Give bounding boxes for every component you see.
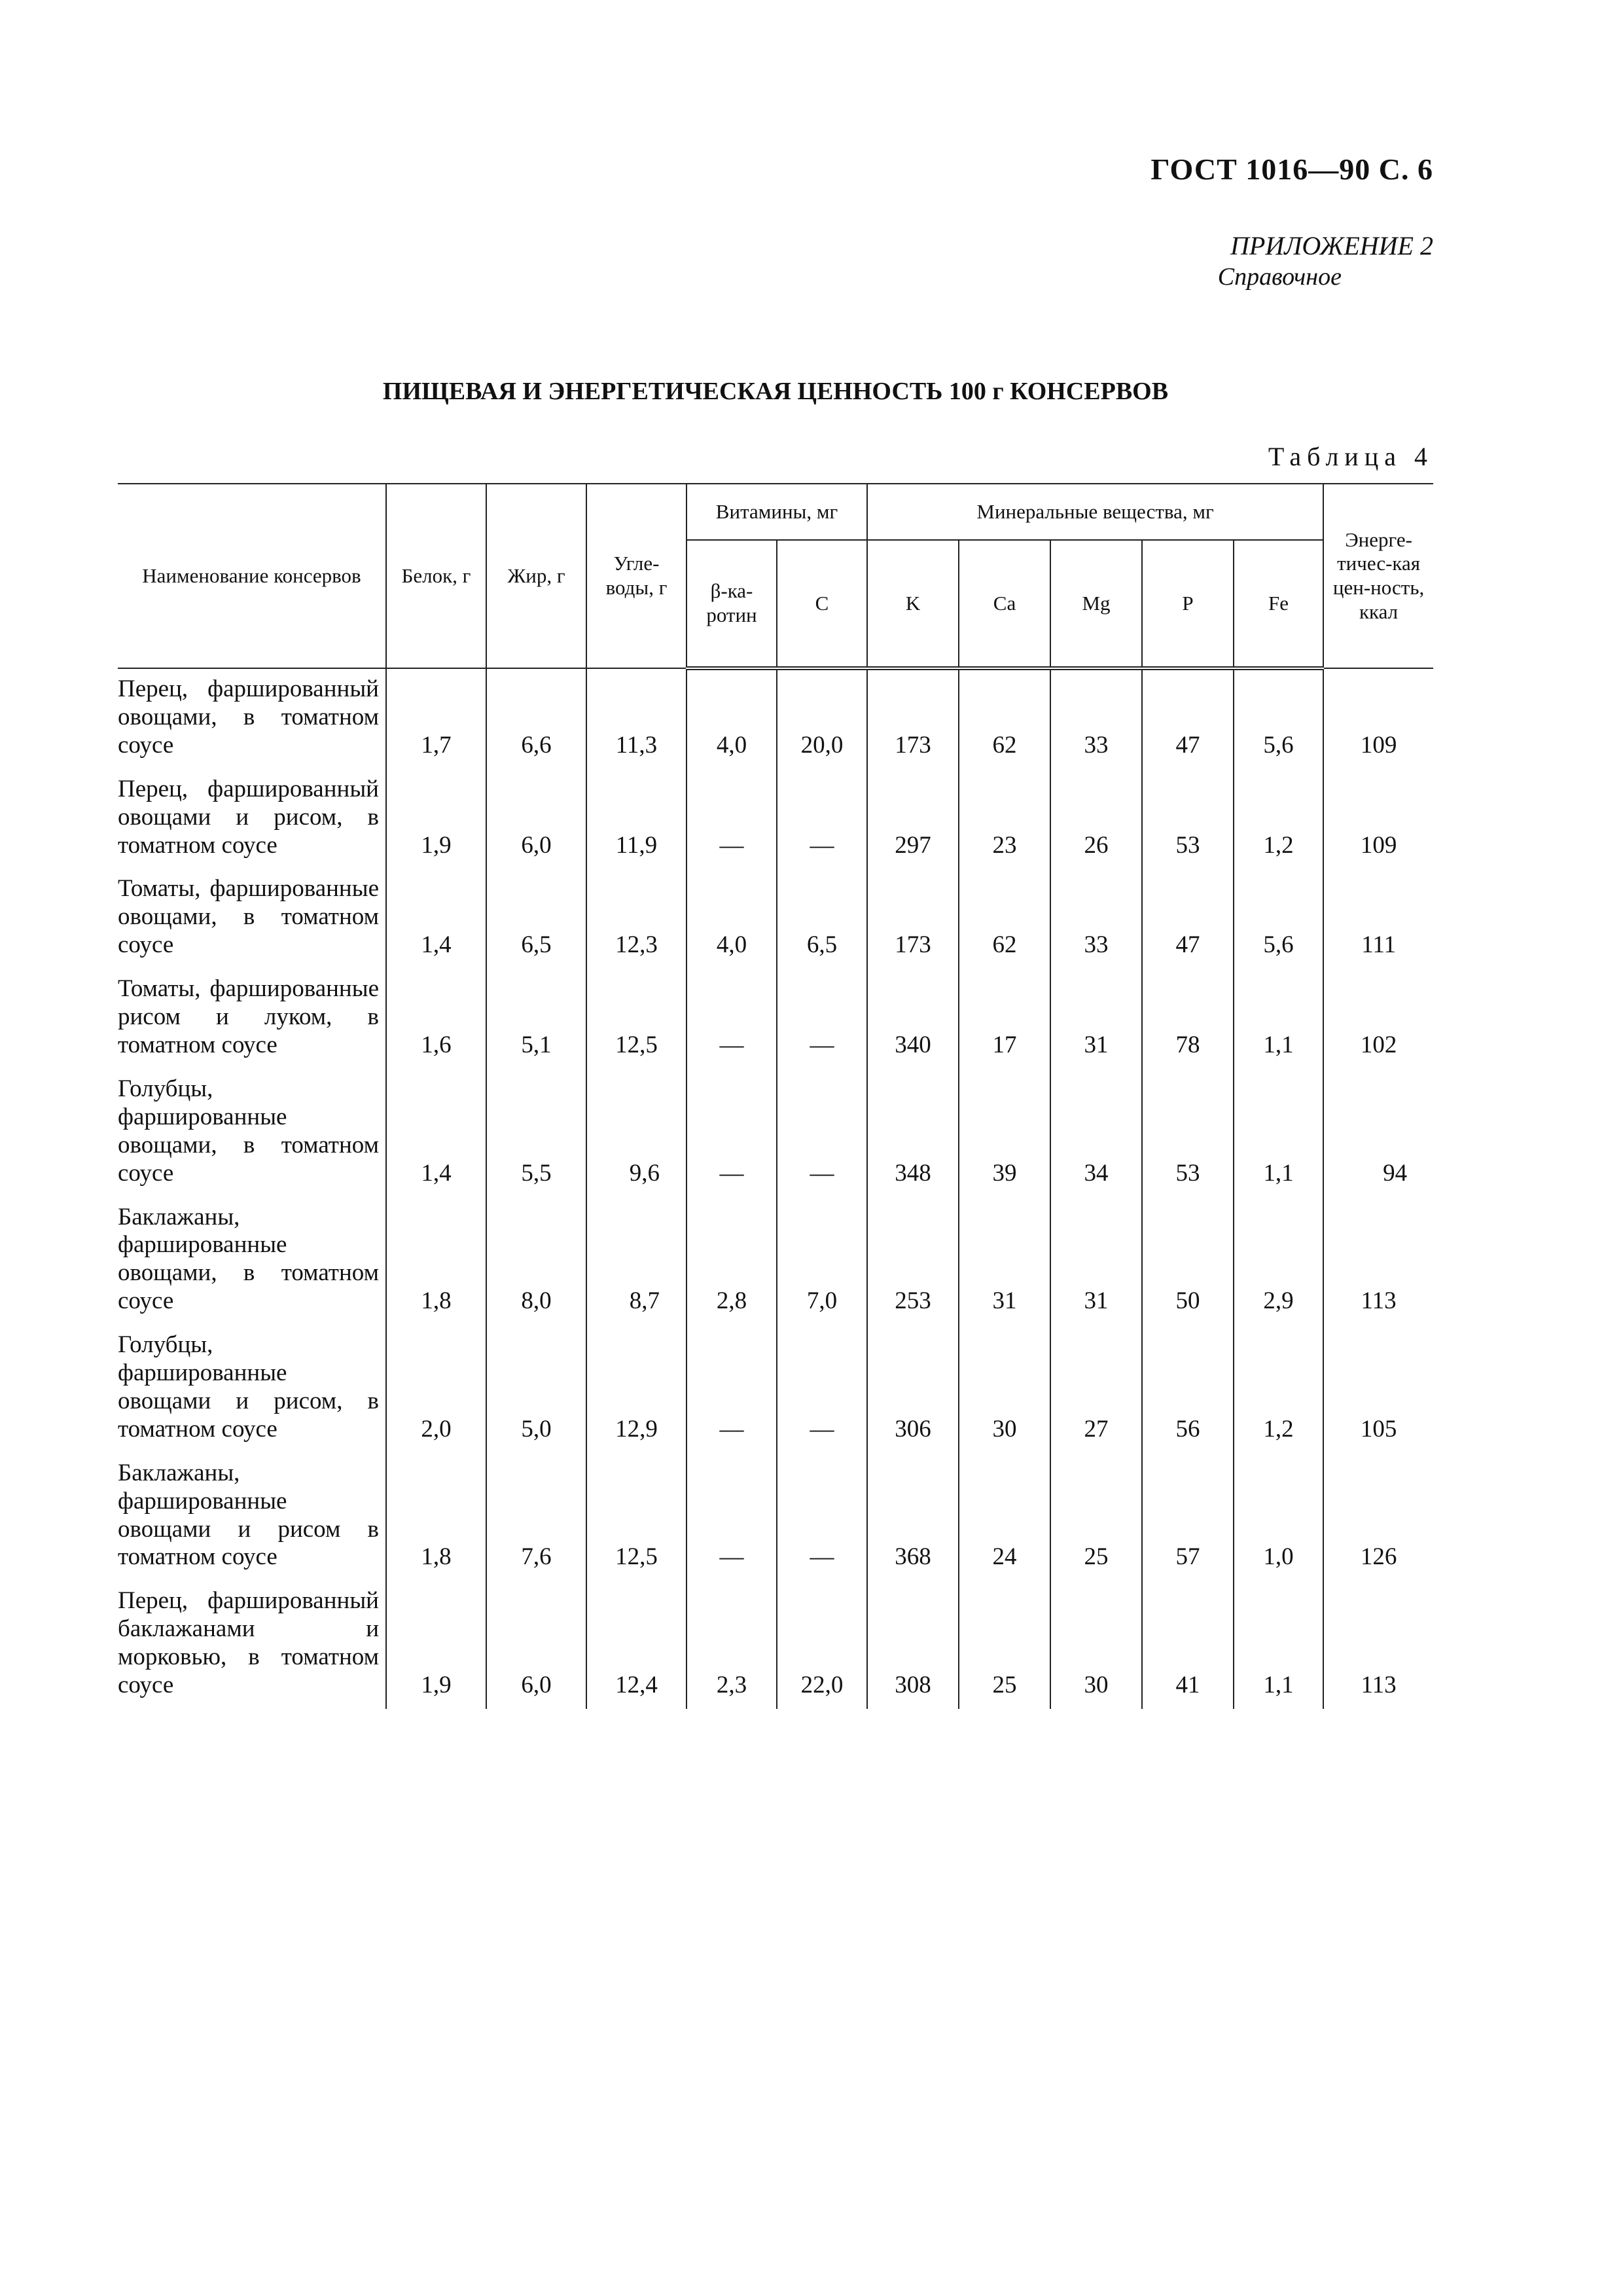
cell-beta-carotene: — <box>687 969 777 1069</box>
cell-energy: 111 <box>1323 869 1433 969</box>
cell-protein: 1,9 <box>386 769 486 869</box>
table-row <box>118 1453 1433 1581</box>
column-header-iron: Fe <box>1234 540 1323 668</box>
cell-phosphorus: 47 <box>1142 869 1234 969</box>
cell-magnesium: 33 <box>1050 869 1142 969</box>
cell-fat: 7,6 <box>486 1453 586 1581</box>
cell-energy: 113 <box>1323 1197 1433 1325</box>
cell-potassium: 306 <box>867 1325 959 1453</box>
row-name: Перец, фаршированный овощами и рисом, в томатном соусе <box>118 775 379 859</box>
column-header-fat: Жир, г <box>486 484 586 668</box>
cell-phosphorus: 41 <box>1142 1581 1234 1709</box>
cell-magnesium: 26 <box>1050 769 1142 869</box>
cell-carbs: 12,5 <box>586 1453 687 1581</box>
cell-phosphorus: 78 <box>1142 969 1234 1069</box>
cell-beta-carotene: 2,3 <box>687 1581 777 1709</box>
column-header-name: Наименование консервов <box>118 484 386 668</box>
cell-fat: 8,0 <box>486 1197 586 1325</box>
cell-carbs: 12,4 <box>586 1581 687 1709</box>
cell-calcium: 24 <box>959 1453 1050 1581</box>
cell-fat: 6,0 <box>486 769 586 869</box>
cell-energy: 102 <box>1323 969 1433 1069</box>
cell-fat: 6,5 <box>486 869 586 969</box>
cell-beta-carotene: 2,8 <box>687 1197 777 1325</box>
cell-protein: 1,4 <box>386 869 486 969</box>
column-header-protein: Белок, г <box>386 484 486 668</box>
cell-carbs: 9,6 <box>586 1069 687 1197</box>
cell-protein: 1,9 <box>386 1581 486 1709</box>
cell-calcium: 17 <box>959 969 1050 1069</box>
cell-iron: 1,1 <box>1234 1069 1323 1197</box>
cell-potassium: 308 <box>867 1581 959 1709</box>
cell-vitamin-c: — <box>777 1325 867 1453</box>
cell-carbs: 12,9 <box>586 1325 687 1453</box>
cell-protein: 1,4 <box>386 1069 486 1197</box>
document-reference: ГОСТ 1016—90 С. 6 <box>1150 152 1433 186</box>
appendix-label <box>1218 230 1433 291</box>
cell-vitamin-c: 6,5 <box>777 869 867 969</box>
cell-potassium: 173 <box>867 869 959 969</box>
cell-protein: 1,8 <box>386 1197 486 1325</box>
table-row <box>118 1069 1433 1197</box>
table-label: Таблица 4 <box>1268 442 1433 471</box>
cell-energy: 126 <box>1323 1453 1433 1581</box>
cell-vitamin-c: — <box>777 769 867 869</box>
column-header-beta-carotene: β-ка-ротин <box>687 540 777 668</box>
column-header-vitamin-c: C <box>777 540 867 668</box>
cell-protein: 2,0 <box>386 1325 486 1453</box>
cell-magnesium: 27 <box>1050 1325 1142 1453</box>
cell-magnesium: 34 <box>1050 1069 1142 1197</box>
row-name: Перец, фаршированный овощами, в томатном соусе <box>118 675 379 759</box>
cell-protein: 1,8 <box>386 1453 486 1581</box>
cell-calcium: 39 <box>959 1069 1050 1197</box>
cell-phosphorus: 56 <box>1142 1325 1234 1453</box>
cell-potassium: 173 <box>867 668 959 769</box>
appendix-kind: Справочное <box>1217 263 1342 291</box>
column-header-potassium: K <box>867 540 959 668</box>
cell-calcium: 30 <box>959 1325 1050 1453</box>
cell-potassium: 297 <box>867 769 959 869</box>
cell-iron: 1,2 <box>1234 769 1323 869</box>
cell-energy: 94 <box>1323 1069 1433 1197</box>
row-name: Баклажаны, фаршированные овощами, в томатном соусе <box>118 1203 379 1315</box>
column-header-magnesium: Mg <box>1050 540 1142 668</box>
cell-beta-carotene: 4,0 <box>687 668 777 769</box>
column-header-minerals: Минеральные вещества, мг <box>867 484 1323 540</box>
cell-iron: 5,6 <box>1234 668 1323 769</box>
cell-beta-carotene: — <box>687 1325 777 1453</box>
table-row <box>118 869 1433 969</box>
cell-vitamin-c: 22,0 <box>777 1581 867 1709</box>
column-header-vitamins: Витамины, мг <box>687 484 867 540</box>
cell-potassium: 340 <box>867 969 959 1069</box>
cell-carbs: 11,3 <box>586 668 687 769</box>
cell-vitamin-c: — <box>777 1069 867 1197</box>
cell-beta-carotene: — <box>687 769 777 869</box>
table-row <box>118 668 1433 769</box>
row-name: Томаты, фаршированные рисом и луком, в томатном соусе <box>118 975 379 1058</box>
cell-fat: 5,0 <box>486 1325 586 1453</box>
cell-potassium: 348 <box>867 1069 959 1197</box>
cell-magnesium: 31 <box>1050 969 1142 1069</box>
cell-fat: 5,1 <box>486 969 586 1069</box>
cell-magnesium: 31 <box>1050 1197 1142 1325</box>
nutrition-table <box>118 483 1433 1709</box>
row-name: Перец, фаршированный баклажанами и морковью, в томатном соусе <box>118 1587 379 1699</box>
cell-phosphorus: 50 <box>1142 1197 1234 1325</box>
table-row <box>118 769 1433 869</box>
cell-magnesium: 33 <box>1050 668 1142 769</box>
cell-energy: 105 <box>1323 1325 1433 1453</box>
cell-protein: 1,6 <box>386 969 486 1069</box>
cell-iron: 1,1 <box>1234 1581 1323 1709</box>
cell-phosphorus: 57 <box>1142 1453 1234 1581</box>
row-name: Голубцы, фаршированные овощами, в томатном соусе <box>118 1075 379 1187</box>
cell-energy: 109 <box>1323 668 1433 769</box>
cell-energy: 113 <box>1323 1581 1433 1709</box>
cell-carbs: 12,5 <box>586 969 687 1069</box>
cell-vitamin-c: — <box>777 1453 867 1581</box>
cell-phosphorus: 47 <box>1142 668 1234 769</box>
cell-protein: 1,7 <box>386 668 486 769</box>
cell-beta-carotene: — <box>687 1453 777 1581</box>
cell-iron: 5,6 <box>1234 869 1323 969</box>
cell-beta-carotene: 4,0 <box>687 869 777 969</box>
cell-calcium: 23 <box>959 769 1050 869</box>
cell-calcium: 31 <box>959 1197 1050 1325</box>
row-name: Голубцы, фаршированные овощами и рисом, в томатном соусе <box>118 1331 379 1443</box>
column-header-energy: Энерге-тичес-кая цен-ность, ккал <box>1323 484 1433 668</box>
appendix-number: ПРИЛОЖЕНИЕ 2 <box>1230 231 1433 260</box>
cell-fat: 6,0 <box>486 1581 586 1709</box>
cell-vitamin-c: — <box>777 969 867 1069</box>
table-row <box>118 1197 1433 1325</box>
column-header-carbs: Угле-воды, г <box>586 484 687 668</box>
cell-beta-carotene: — <box>687 1069 777 1197</box>
row-name: Баклажаны, фаршированные овощами и рисом в томатном соусе <box>118 1459 379 1571</box>
cell-magnesium: 25 <box>1050 1453 1142 1581</box>
table-row <box>118 969 1433 1069</box>
cell-iron: 1,0 <box>1234 1453 1323 1581</box>
cell-carbs: 11,9 <box>586 769 687 869</box>
cell-potassium: 368 <box>867 1453 959 1581</box>
cell-fat: 6,6 <box>486 668 586 769</box>
cell-calcium: 62 <box>959 668 1050 769</box>
cell-carbs: 8,7 <box>586 1197 687 1325</box>
table-row <box>118 1325 1433 1453</box>
page-title: ПИЩЕВАЯ И ЭНЕРГЕТИЧЕСКАЯ ЦЕННОСТЬ 100 г КОНСЕРВОВ <box>382 378 1169 405</box>
cell-potassium: 253 <box>867 1197 959 1325</box>
column-header-calcium: Ca <box>959 540 1050 668</box>
column-header-phosphorus: P <box>1142 540 1234 668</box>
cell-carbs: 12,3 <box>586 869 687 969</box>
cell-iron: 1,1 <box>1234 969 1323 1069</box>
cell-energy: 109 <box>1323 769 1433 869</box>
cell-calcium: 62 <box>959 869 1050 969</box>
cell-phosphorus: 53 <box>1142 769 1234 869</box>
cell-phosphorus: 53 <box>1142 1069 1234 1197</box>
cell-iron: 1,2 <box>1234 1325 1323 1453</box>
cell-vitamin-c: 7,0 <box>777 1197 867 1325</box>
cell-vitamin-c: 20,0 <box>777 668 867 769</box>
cell-calcium: 25 <box>959 1581 1050 1709</box>
cell-fat: 5,5 <box>486 1069 586 1197</box>
cell-magnesium: 30 <box>1050 1581 1142 1709</box>
row-name: Томаты, фаршированные овощами, в томатном соусе <box>118 875 379 959</box>
table-row <box>118 1581 1433 1709</box>
cell-iron: 2,9 <box>1234 1197 1323 1325</box>
